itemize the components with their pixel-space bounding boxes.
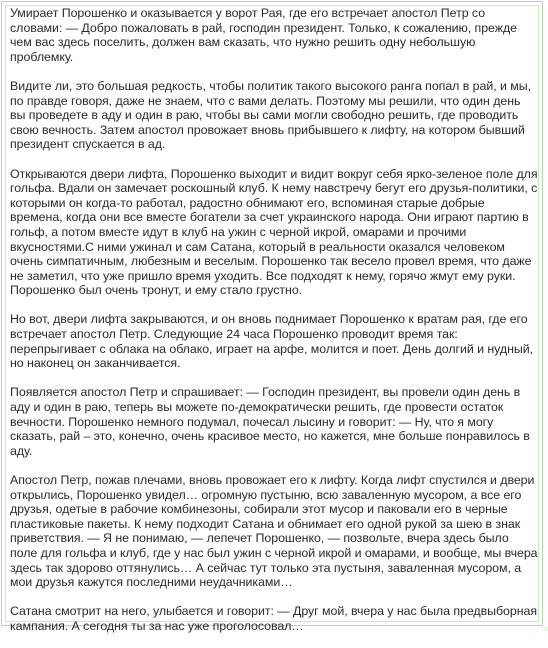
paragraph-5: Появляется апостол Петр и спрашивает: — Господин президент, вы провели один день в аду и один в раю, теперь вы можете по-демократически решить, где провести остаток вечности. Порошенко немного подумал, почесал лысину и говорит: — Ну, что я могу сказать, рай – это, конечно, очень красивое место, но кажется, мне больше понравилось в аду. <box>10 385 530 458</box>
paragraph-7: Сатана смотрит на него, улыбается и говорит: — Друг мой, вчера у нас была предвыборная кампания. А сегодня ты за нас уже проголосовал… <box>10 604 537 633</box>
paragraph-4: Но вот, двери лифта закрываются, и он вновь поднимает Порошенко к вратам рая, где его встречает апостол Петр. Следующие 24 часа Порошенко проводит время так: перепрыгивает с облака на облако, играет на арфе, молится и поет. День долгий и нудный, но наконец он заканчивается. <box>10 312 533 371</box>
paragraph-6: Апостол Петр, пожав плечами, вновь провожает его к лифту. Когда лифт спустился и двери открылись, Порошенко увидел… огромную пустыню, всю заваленную мусором, а все его друзья, одетые в рабочие комбинезоны, собирали этот мусор и паковали его в черные пластиковые пакеты. К нему подходит Сатана и обнимает его одной рукой за шею в знак приветствия. — Я не понимаю, — лепечет Порошенко, — позвольте, вчера здесь было поле для гольфа и клуб, где у нас был ужин с черной икрой и омарами, и вообще, мы вчера здесь так здорово оттянулись… А сейчас тут только эта пустыня, заваленная мусором, а мои друзья кажутся последними неудачниками… <box>10 473 538 590</box>
story-text <box>10 6 538 648</box>
paragraph-2: Видите ли, это большая редкость, чтобы политик такого высокого ранга попал в рай, и мы, по правде говоря, даже не знаем, что с вами делать. Поэтому мы решили, что один день вы проведете в аду и один в раю, чтобы вы сами могли свободно решить, где проводить свою вечность. Затем апостол провожает вновь прибывшего к лифту, на котором бывший президент спускается в ад. <box>10 78 531 152</box>
text-frame <box>1 1 543 633</box>
paragraph-1: Умирает Порошенко и оказывается у ворот Рая, где его встречает апостол Петр со словами: — Добро пожаловать в рай, господин президент. Только, к сожалению, прежде чем вас здесь поселить, должен вам сказать, что нужно решить одну небольшую проблемку. <box>10 6 518 64</box>
corner-decoration <box>544 627 548 631</box>
paragraph-3: Открываются двери лифта, Порошенко выходит и видит вокруг себя ярко-зеленое поле для гольфа. Вдали он замечает роскошный клуб. К нему навстречу бегут его друзья-политики, с которыми он когда-то работал, радостно обнимают его, вспоминая старые добрые времена, когда они все вместе богатели за счет украинского народа. Они играют партию в гольф, а потом вместе идут в клуб на ужин с черной икрой, омарами и прочими вкусностями.С ними ужинал и сам Сатана, который в реальности оказался человеком очень симпатичным, любезным и веселым. Порошенко так весело провел время, что даже не заметил, что уже пришло время уходить. Все подходят к нему, горячо жмут ему руки. Порошенко был очень тронут, и ему стало грустно. <box>10 166 538 298</box>
